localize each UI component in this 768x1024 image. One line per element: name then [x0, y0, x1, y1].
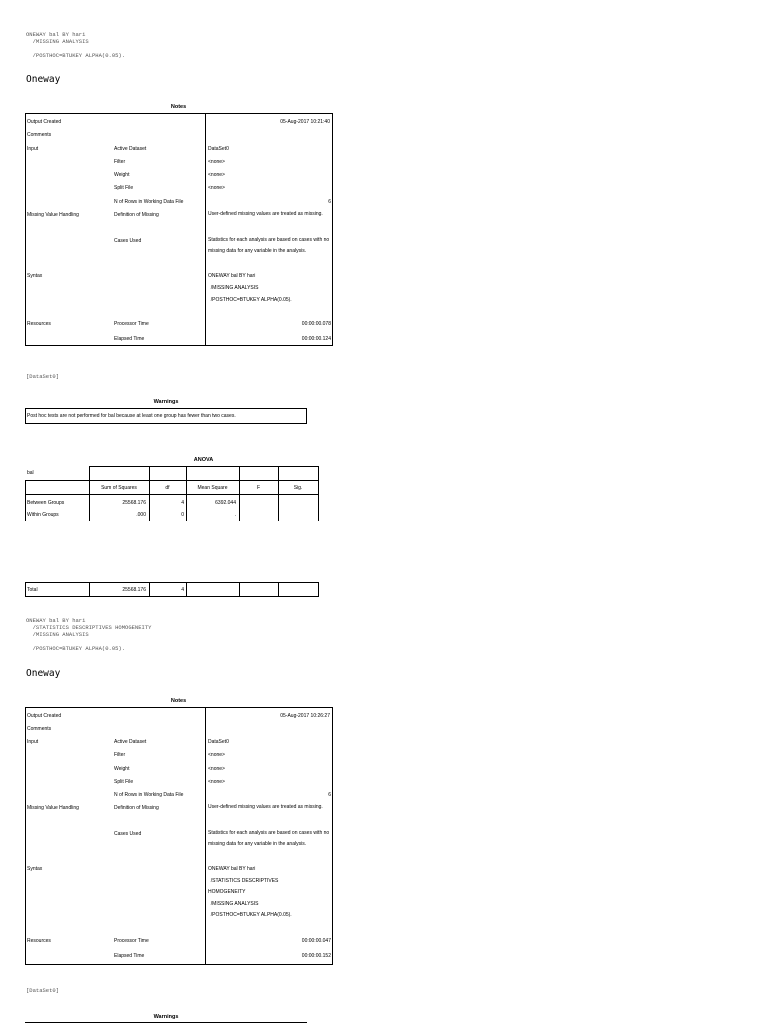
syntax-line: ONEWAY bal BY hari [26, 617, 86, 624]
grid-line [239, 466, 240, 521]
row-value: DataSet0 [208, 739, 229, 745]
row-value: 05-Aug-2017 10:26:27 [280, 713, 330, 719]
row-value: ONEWAY bal BY hari [208, 273, 256, 279]
row-value: <none> [208, 159, 225, 165]
row-value: 00:00:00.078 [301, 321, 331, 327]
row-label: Total [27, 587, 38, 593]
row-sublabel: Filter [114, 752, 126, 758]
row-label: Input [27, 739, 39, 745]
row-value: 00:00:00.152 [301, 953, 331, 959]
row-value: HOMOGENEITY [208, 889, 246, 895]
row-sublabel: Active Dataset [114, 739, 147, 745]
syntax-line: /POSTHOC=BTUKEY ALPHA(0.05). [26, 645, 126, 652]
table-title: Warnings [153, 399, 179, 405]
row-value: /POSTHOC=BTUKEY ALPHA(0.05). [208, 912, 292, 918]
column-header: Sig. [293, 485, 303, 491]
row-label: Output Created [27, 119, 62, 125]
row-sublabel: Split File [114, 185, 134, 191]
grid-line [25, 480, 318, 481]
grid-line [25, 494, 318, 495]
grid-line [89, 466, 318, 467]
syntax-line: /STATISTICS DESCRIPTIVES HOMOGENEITY [26, 624, 152, 631]
row-value: Statistics for each analysis are based on cases with no missing data for any variable in the analysis. [208, 830, 330, 847]
column-header: Sum of Squares [101, 485, 137, 491]
table-title: ANOVA [193, 457, 214, 463]
row-label: Input [27, 146, 39, 152]
row-sublabel: N of Rows in Working Data File [114, 199, 184, 205]
row-value: /MISSING ANALYSIS [208, 901, 259, 907]
row-value: /STATISTICS DESCRIPTIVES [208, 878, 279, 884]
dataset-label: [DataSet0] [26, 373, 60, 380]
row-value: User-defined missing values are treated as missing. [208, 211, 323, 217]
section-heading: Oneway [26, 668, 61, 679]
row-value: <none> [208, 172, 225, 178]
row-sublabel: Weight [114, 172, 130, 178]
grid-line [278, 582, 279, 597]
row-sublabel: Cases Used [114, 831, 142, 837]
grid-line [278, 466, 279, 521]
row-sublabel: N of Rows in Working Data File [114, 792, 184, 798]
row-value: Statistics for each analysis are based on cases with no missing data for any variable in the analysis. [208, 237, 330, 254]
row-value: ONEWAY bal BY hari [208, 866, 256, 872]
grid-line [239, 582, 240, 597]
table-title: Warnings [153, 1014, 179, 1020]
row-value: 6 [328, 199, 331, 205]
warning-text: Post hoc tests are not performed for bal because at least one group has fewer than two cases. [27, 413, 236, 419]
row-value: 00:00:00.047 [301, 938, 331, 944]
row-sublabel: Weight [114, 766, 130, 772]
cell-value: . [234, 512, 236, 518]
section-heading: Oneway [26, 74, 61, 85]
row-label: Missing Value Handling [27, 805, 79, 811]
syntax-line: /POSTHOC=BTUKEY ALPHA(0.05). [26, 52, 126, 59]
dataset-label: [DataSet0] [26, 987, 60, 994]
row-sublabel: Cases Used [114, 238, 142, 244]
grid-line [186, 582, 187, 597]
cell-value: 25568.176 [122, 500, 146, 506]
row-label: Between Groups [27, 500, 65, 506]
cell-value: 4 [181, 500, 184, 506]
column-header: Mean Square [197, 485, 228, 491]
row-value: /MISSING ANALYSIS [208, 285, 259, 291]
row-label: Missing Value Handling [27, 212, 79, 218]
table-border [25, 113, 333, 346]
table-title: Notes [170, 104, 187, 110]
column-divider [205, 707, 206, 965]
syntax-line: ONEWAY bal BY hari [26, 31, 86, 38]
column-divider [205, 113, 206, 346]
row-label: Resources [27, 321, 51, 327]
row-label: Syntax [27, 866, 43, 872]
row-label: Syntax [27, 273, 43, 279]
row-sublabel: Processor Time [114, 321, 149, 327]
column-header: F [256, 485, 261, 491]
row-sublabel: Definition of Missing [114, 212, 159, 218]
syntax-line: /MISSING ANALYSIS [26, 631, 89, 638]
row-sublabel: Filter [114, 159, 126, 165]
syntax-line: /MISSING ANALYSIS [26, 38, 89, 45]
row-sublabel: Active Dataset [114, 146, 147, 152]
row-value: DataSet0 [208, 146, 229, 152]
row-sublabel: Split File [114, 779, 134, 785]
row-label: Within Groups [27, 512, 59, 518]
row-sublabel: Definition of Missing [114, 805, 159, 811]
row-value: 05-Aug-2017 10:21:40 [280, 119, 330, 125]
row-value: 00:00:00.124 [301, 336, 331, 342]
table-title: Notes [170, 698, 187, 704]
row-value: <none> [208, 185, 225, 191]
row-value: <none> [208, 752, 225, 758]
row-label: Comments [27, 726, 52, 732]
variable-label: bal [27, 470, 34, 476]
cell-value: 0 [181, 512, 184, 518]
row-sublabel: Processor Time [114, 938, 149, 944]
row-label: Comments [27, 132, 52, 138]
row-sublabel: Elapsed Time [114, 953, 145, 959]
cell-value: 25568.176 [122, 587, 146, 593]
row-value: <none> [208, 779, 225, 785]
row-value: /POSTHOC=BTUKEY ALPHA(0.05). [208, 297, 292, 303]
row-value: 6 [328, 792, 331, 798]
row-label: Resources [27, 938, 51, 944]
row-sublabel: Elapsed Time [114, 336, 145, 342]
warnings-box-top [25, 1022, 307, 1023]
row-label: Output Created [27, 713, 62, 719]
grid-line [318, 466, 319, 521]
row-value: User-defined missing values are treated as missing. [208, 804, 323, 810]
cell-value: 4 [181, 587, 184, 593]
row-value: <none> [208, 766, 225, 772]
cell-value: .000 [136, 512, 146, 518]
grid-line [25, 480, 26, 521]
cell-value: 6392.044 [215, 500, 236, 506]
column-header: df [165, 485, 170, 491]
